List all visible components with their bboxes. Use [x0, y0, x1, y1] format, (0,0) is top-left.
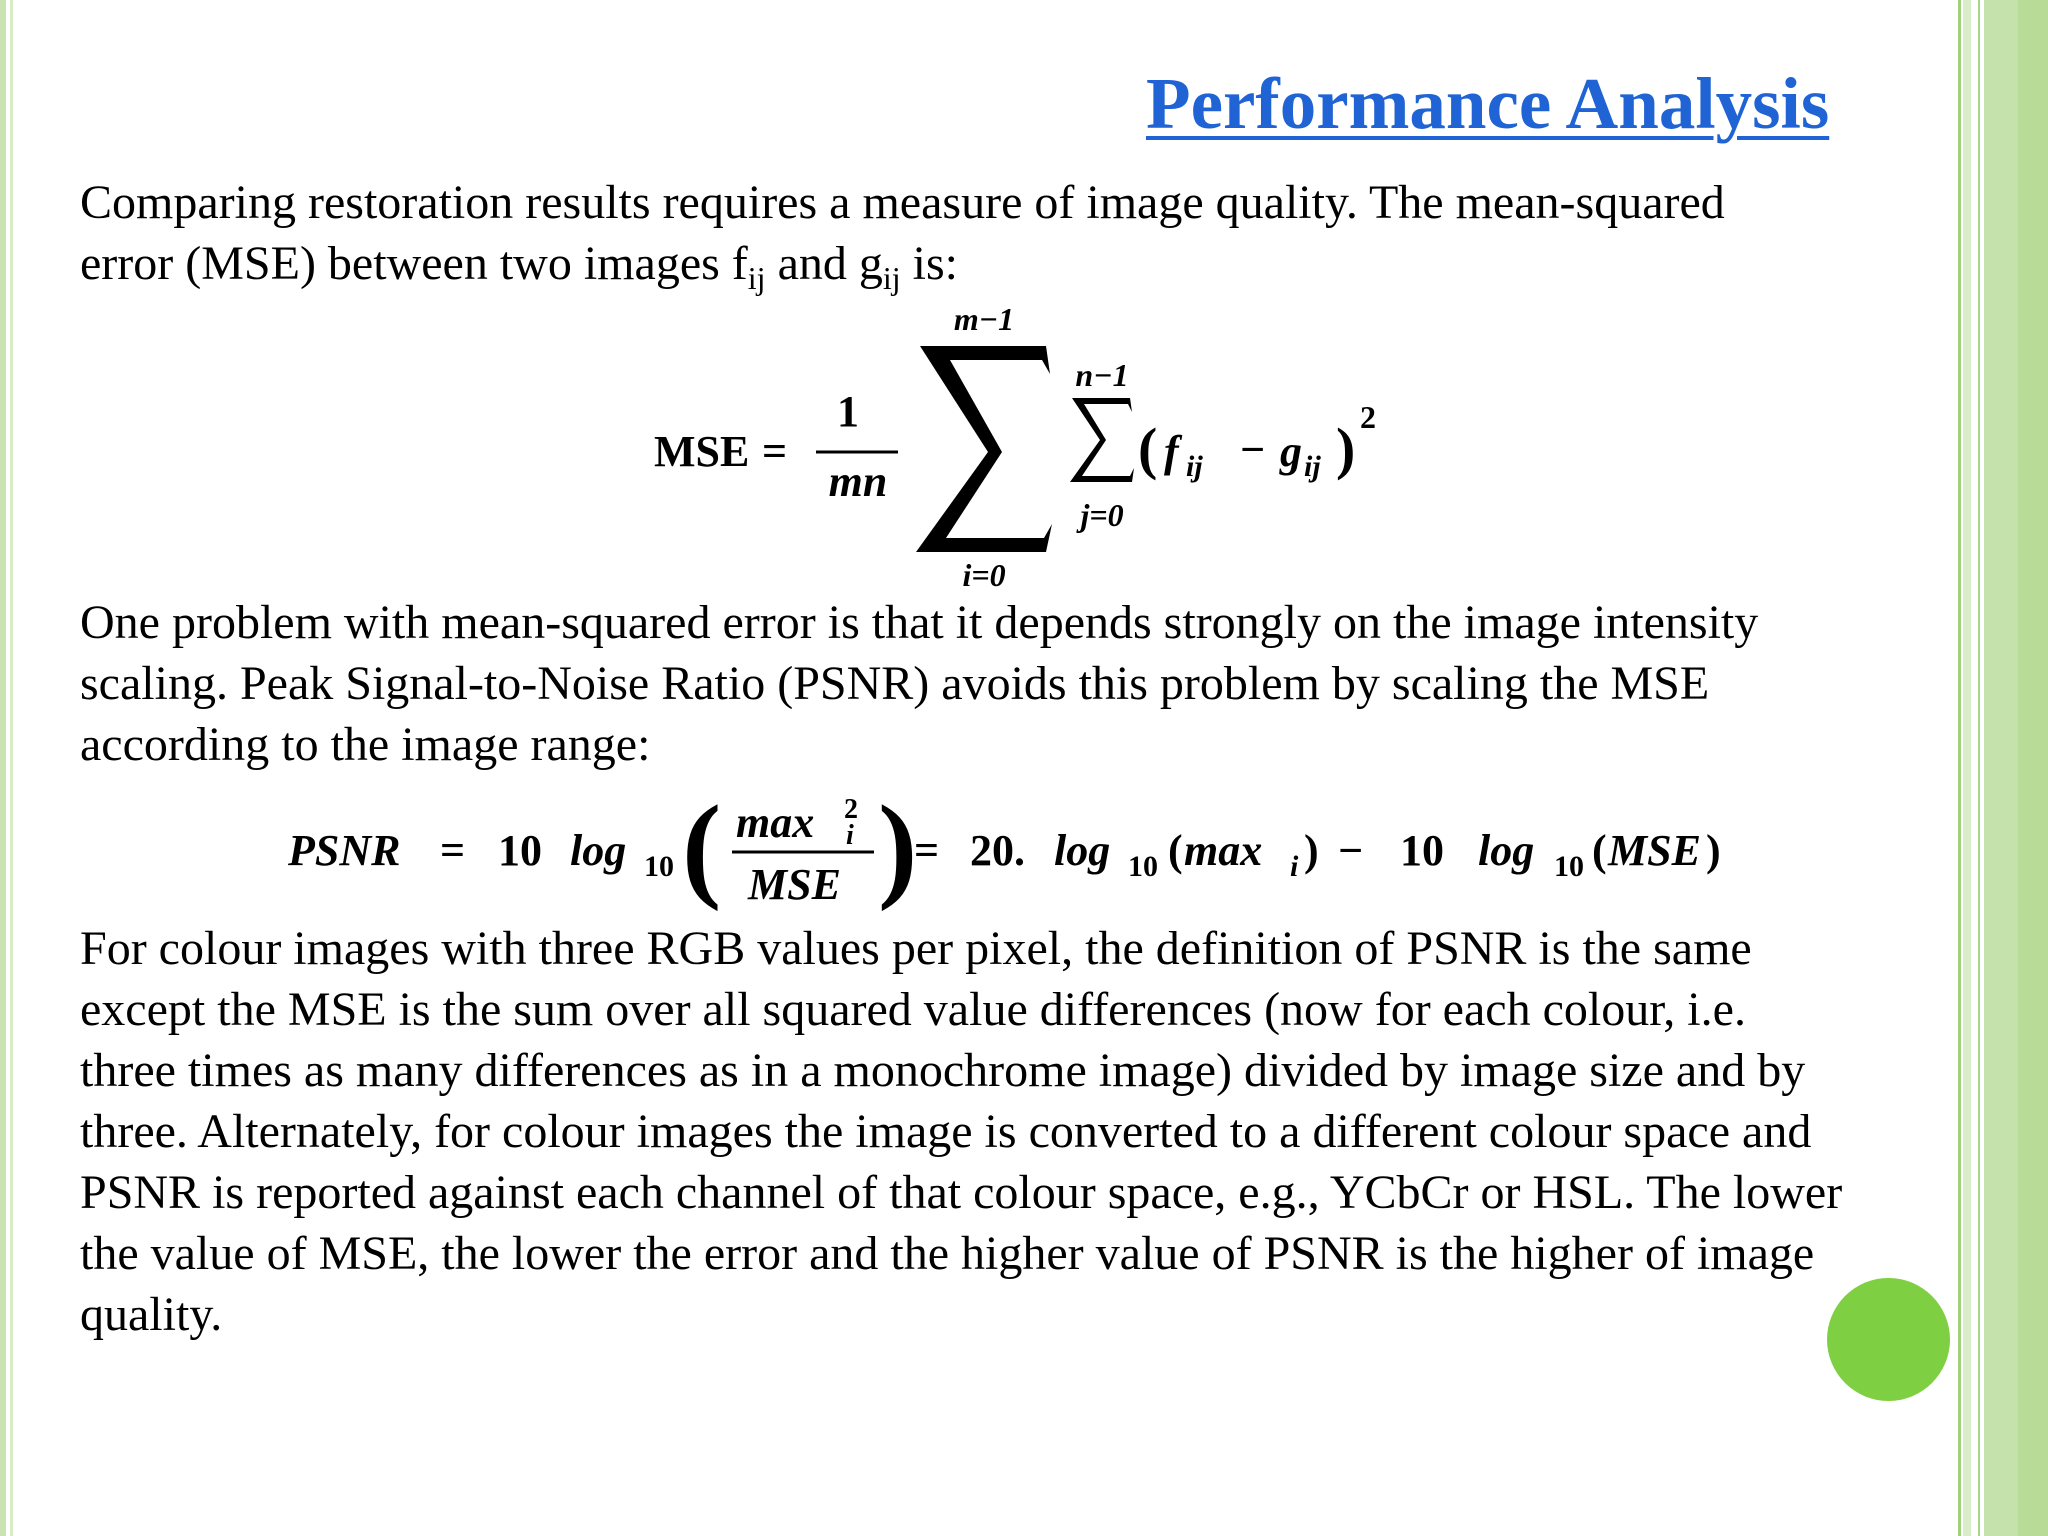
colour-line-1: For colour images with three RGB values per pixel, the definition of PSNR is the same: [80, 922, 1752, 975]
mse-minus: −: [1240, 425, 1266, 474]
right-border-line: [1958, 0, 1961, 1536]
right-border-line-2: [1978, 0, 1980, 1536]
psnr-minus: −: [1338, 826, 1364, 875]
right-border-band-outer: [2018, 0, 2048, 1536]
mse-g-symbol: g: [1280, 427, 1302, 476]
g-symbol: g: [858, 237, 883, 290]
colour-line-3: three times as many differences as in a monochrome image) divided by image size and by: [80, 1044, 1806, 1097]
f-symbol: f: [731, 237, 748, 290]
psnr-log-2: log: [1054, 826, 1111, 875]
psnr-equals: =: [440, 826, 466, 875]
mse-formula: [640, 296, 1420, 596]
decorative-green-circle: [1827, 1278, 1950, 1401]
psnr-equals-2: =: [914, 826, 940, 875]
psnr-max-sup: 2: [844, 794, 858, 825]
and-text: and: [765, 237, 859, 290]
psnr-twenty: 20.: [970, 826, 1025, 875]
psnr-max-2: max: [1184, 826, 1263, 875]
is-text: is:: [900, 237, 959, 290]
psnr-close-paren-3: ): [1706, 826, 1721, 875]
psnr-mse-3: MSE: [1608, 826, 1701, 875]
colour-line-4: three. Alternately, for colour images the image is converted to a different colour space and: [80, 1105, 1812, 1158]
f-subscript: ij: [747, 260, 766, 296]
psnr-big-open-paren: (: [682, 781, 722, 912]
psnr-intro-line-1: One problem with mean-squared error is that it depends strongly on the image intensity: [80, 596, 1759, 649]
psnr-ten: 10: [498, 826, 542, 875]
mse-exponent: 2: [1360, 399, 1376, 435]
mse-open-paren: (: [1138, 416, 1158, 481]
psnr-log-base-2: 10: [1128, 850, 1158, 883]
right-border-stripe: [1963, 0, 1971, 1536]
inner-sum-lower: j=0: [1080, 497, 1124, 533]
intro-line-2-text: error (MSE) between two images: [80, 237, 732, 290]
mse-equals: =: [762, 427, 788, 476]
psnr-log-base-1: 10: [644, 850, 674, 883]
mse-f-subscript: ij: [1186, 450, 1203, 483]
psnr-formula: [270, 778, 1830, 928]
psnr-open-paren-3: (: [1592, 826, 1607, 875]
colour-line-6: the value of MSE, the lower the error and the higher value of PSNR is the higher of image: [80, 1227, 1815, 1280]
mse-f-symbol: f: [1164, 427, 1179, 476]
mse-denominator: mn: [828, 457, 888, 506]
outer-sum-lower: i=0: [962, 557, 1006, 593]
left-border-stripe-inner: [10, 0, 13, 1536]
outer-sigma-symbol: [916, 346, 1052, 552]
psnr-big-close-paren: ): [878, 781, 918, 912]
mse-close-paren: ): [1336, 416, 1356, 481]
psnr-log-3: log: [1478, 826, 1535, 875]
psnr-max-sub: i: [846, 820, 854, 851]
slide-title: Performance Analysis: [1146, 63, 1830, 144]
psnr-mse-denominator: MSE: [748, 860, 841, 909]
mse-numerator: 1: [837, 387, 859, 436]
psnr-max-numerator: max: [736, 798, 815, 847]
colour-line-2: except the MSE is the sum over all squared value differences (now for each colour, i.e.: [80, 983, 1746, 1036]
psnr-max-2-sub: i: [1290, 850, 1299, 883]
inner-sum-upper: n−1: [1075, 357, 1129, 393]
outer-sum-upper: m−1: [953, 301, 1015, 337]
mse-lhs: MSE: [654, 427, 750, 476]
intro-line-2: [80, 233, 1725, 294]
psnr-intro-line-2: scaling. Peak Signal-to-Noise Ratio (PSNR) avoids this problem by scaling the MSE: [80, 657, 1710, 710]
left-border-stripe: [0, 0, 6, 1536]
colour-line-5: PSNR is reported against each channel of that colour space, e.g., YCbCr or HSL. The lower: [80, 1166, 1843, 1219]
psnr-close-paren-2: ): [1304, 826, 1319, 875]
psnr-open-paren-2: (: [1168, 826, 1183, 875]
psnr-intro-line-3: according to the image range:: [80, 718, 651, 771]
psnr-log-base-3: 10: [1554, 850, 1584, 883]
intro-paragraph: [80, 172, 1725, 294]
psnr-intro-paragraph: [80, 592, 1758, 775]
inner-sigma-symbol: [1070, 398, 1134, 482]
psnr-log-1: log: [570, 826, 627, 875]
psnr-ten-2: 10: [1400, 826, 1444, 875]
colour-psnr-paragraph: [80, 918, 1842, 1345]
mse-g-subscript: ij: [1304, 450, 1321, 483]
colour-line-7: quality.: [80, 1288, 223, 1341]
psnr-lhs: PSNR: [288, 826, 401, 875]
intro-line-1: Comparing restoration results requires a measure of image quality. The mean-squared: [80, 176, 1725, 229]
g-subscript: ij: [882, 260, 901, 296]
